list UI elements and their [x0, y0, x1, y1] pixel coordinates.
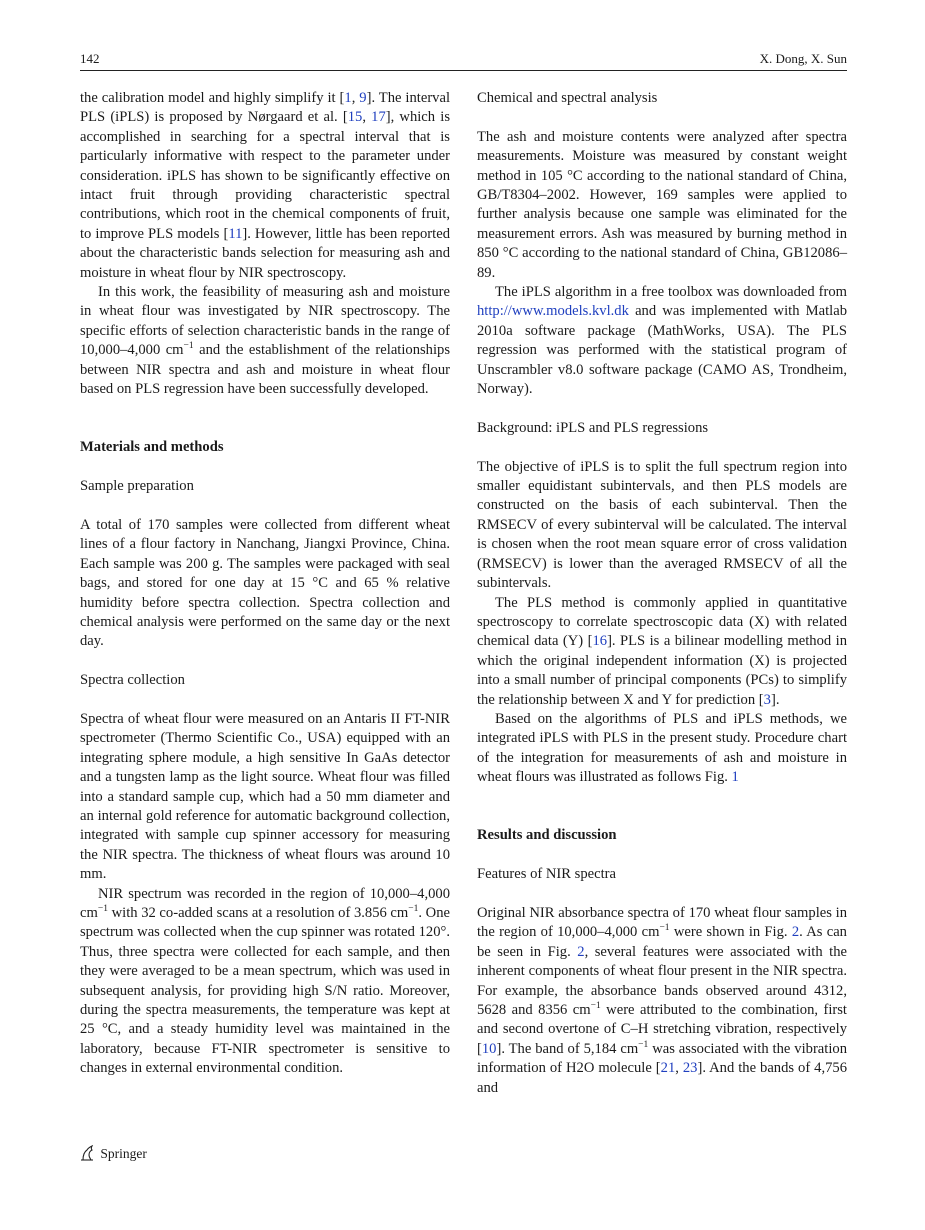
ref-link[interactable]: 21	[660, 1060, 676, 1077]
section-heading-materials: Materials and methods	[80, 439, 224, 456]
paragraph-chemical-2: The iPLS algorithm in a free toolbox was downloaded from http://www.models.kvl.dk and was implemented with Matlab 2010a software package (MathWorks, USA). The PLS regression was performed with the statistical program of Unscrambler v8.0 software package (CAMO AS, Trondheim, Norway).	[477, 284, 847, 398]
paragraph-background-1: The objective of iPLS is to split the full spectrum region into smaller equidistant subintervals, and then PLS models are constructed on the basis of each subinterval. Then the RMSECV of every subinterval will be calculated. The interval is chosen when the root mean square error of cross validation (RMSECV) is lower than the averaged RMSECV of all the subintervals.	[477, 458, 847, 592]
paragraph-intro-continued: the calibration model and highly simplify it [1, 9]. The interval PLS (iPLS) is proposed by Nørgaard et al. [15, 17], which is accomplished in searching for a spectral interval that is particularly informative with respect to the parameter under consideration. iPLS has shown to be significantly effective on intact fruit through providing characteristic spectral contributions, which root in the chemical components of fruit, to improve PLS models [11]. However, little has been reported about the characteristic bands selection for measuring ash and moisture in wheat flour by NIR spectroscopy.	[80, 90, 451, 281]
publisher-name: Springer	[100, 1146, 147, 1161]
header-rule	[80, 70, 847, 71]
paragraph-chemical-1: The ash and moisture contents were analyzed after spectra measurements. Moisture was measured by constant weight method in 105 °C according to the national standard of China, GB/T8304–2002. However, 169 samples were applied to further analysis because one sample was eliminated for the measurement errors. Ash was measured by burning method in 850 °C according to the national standard of China, GB12086–89.	[477, 128, 847, 281]
subsection-heading-spectra: Spectra collection	[80, 672, 185, 689]
paragraph-features: Original NIR absorbance spectra of 170 wheat flour samples in the region of 10,000–4,000 $cm^{-1}$ were shown in Fig. 2. As can be seen in Fig. 2, several features were associated with the inherent components of wheat flour present in the NIR spectra. For example, the absorbance bands observed around 4312, 5628 and 8356 $cm^{-1}$ were attributed to the combination, first and second overtone of C–H stretching vibration, respectively [10]. The band of 5,184 $cm^{-1}$ was associated with the vibration information of H2O molecule [21, 23]. And the bands of 4,756 and	[477, 904, 848, 1096]
section-heading-results: Results and discussion	[477, 827, 617, 844]
ref-link[interactable]: 17	[371, 109, 386, 126]
paragraph-this-work: In this work, the feasibility of measuring ash and moisture in wheat flour was investigated by NIR spectroscopy. The specific efforts of selection characteristic bands in the range of 10,000–4,000 $cm^{-1}$ and the establishment of the relationships between NIR spectra and ash and moisture in wheat flour based on PLS regression have been successfully developed.	[80, 284, 451, 398]
subsection-heading-chemical: Chemical and spectral analysis	[477, 90, 658, 106]
right-column	[477, 89, 847, 1098]
running-authors: X. Dong, X. Sun	[759, 51, 847, 66]
running-header	[80, 49, 847, 69]
paragraph-background-2: The PLS method is commonly applied in quantitative spectroscopy to correlate spectroscopic data (X) with related chemical data (Y) [16]. PLS is a bilinear modelling method in which the original independent information (X) is projected into a small number of principal components (PCs) to simplify the relationship between X and Y for prediction [3].	[477, 594, 847, 708]
figure-link[interactable]: 2	[791, 924, 800, 941]
subsection-heading-background: Background: iPLS and PLS regressions	[477, 419, 709, 436]
ref-link[interactable]: 10	[481, 1040, 497, 1057]
ref-link[interactable]: 3	[763, 691, 771, 708]
paragraph-spectra-1: Spectra of wheat flour were measured on an Antaris II FT-NIR spectrometer (Thermo Scientific Co., USA) equipped with an integrating sphere module, a high sensitive In GaAs detector and a tungsten lamp as the light source. Wheat flour was filled into a standard sample cup, which had a 50 mm diameter and an internal gold reference for automatic background collection, integrated with sample cup spinner accessory for measuring the NIR spectra. The thickness of wheat flours was around 10 mm.	[80, 710, 450, 883]
paragraph-background-3: Based on the algorithms of PLS and iPLS methods, we integrated iPLS with PLS in the present study. Procedure chart of the integration for measurements of ash and moisture in wheat flours was illustrated as follows Fig. 1	[477, 710, 847, 786]
ref-link[interactable]: 9	[359, 90, 367, 106]
figure-link[interactable]: 2	[577, 943, 585, 960]
ref-link[interactable]: 23	[682, 1060, 698, 1077]
figure-link[interactable]: 1	[731, 769, 739, 786]
subsection-heading-features: Features of NIR spectra	[477, 866, 616, 883]
paragraph-spectra-2: NIR spectrum was recorded in the region of 10,000–4,000 $cm^{-1}$ with 32 co-added scans at a resolution of 3.856 $cm^{-1}$. One spectrum was collected when the cup spinner was rotated 120°. Thus, three spectra were collected for each sample, and then they were averaged to be a mean spectrum, which was used in subsequent analysis, for providing high S/N ratio. Moreover, during the spectra measurements, the temperature was kept at 25 °C, and a steady humidity level was maintained in the laboratory, because FT-NIR spectrometer is sensitive to changes in external environmental condition.	[80, 885, 450, 1077]
ref-link[interactable]: 11	[228, 225, 243, 242]
springer-horse-icon	[80, 1145, 94, 1161]
ref-link[interactable]: 16	[592, 633, 608, 650]
paragraph-sample: A total of 170 samples were collected from different wheat lines of a flour factory in Nanchang, Jiangxi Province, China. Each sample was 200 g. The samples were packaged with seal bags, and stored for one day at 15 °C and 65 % relative humidity before spectra collection. Spectra collection and chemical analysis were performed on the same day or the next day.	[80, 516, 450, 650]
ref-link[interactable]: 15	[347, 109, 363, 126]
page-number: 142	[80, 51, 100, 66]
toolbox-url-link[interactable]: http://www.models.kvl.dk	[477, 303, 629, 320]
ref-link[interactable]: 1	[344, 90, 352, 106]
subsection-heading-sample: Sample preparation	[80, 478, 194, 495]
page-footer	[80, 1145, 147, 1165]
left-column	[80, 89, 450, 1079]
